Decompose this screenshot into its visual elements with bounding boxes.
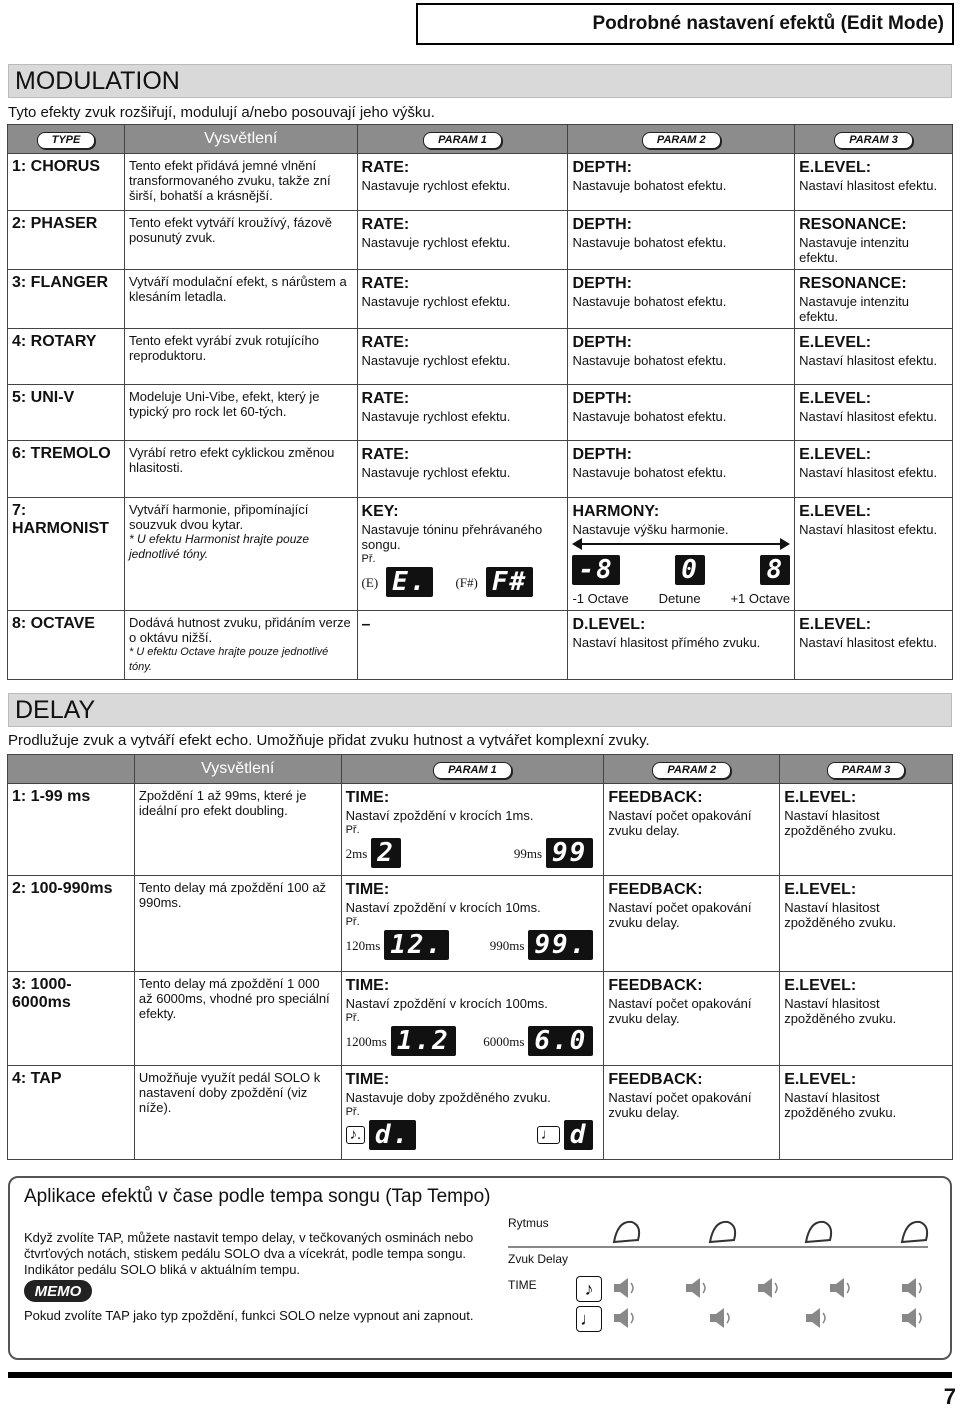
quarter-note-icon: ♩	[576, 1306, 602, 1332]
table-row	[8, 972, 953, 1066]
table-row	[8, 1066, 953, 1160]
param2-cell: D.LEVEL: Nastaví hlasitost přímého zvuku.	[568, 611, 795, 680]
param3-cell: E.LEVEL: Nastaví hlasitost efektu.	[795, 498, 953, 611]
desc-cell: Dodává hutnost zvuku, přidáním verze o oktávu nižší. * U efektu Octave hrajte pouze jednotlivé tóny.	[124, 611, 357, 680]
col-p3-header: PARAM 3	[795, 125, 953, 154]
col-p2-header: PARAM 2	[604, 755, 780, 784]
param2-cell: DEPTH: Nastavuje bohatost efektu.	[568, 270, 795, 329]
type-cell: 2: PHASER	[8, 211, 125, 270]
col-desc-header: Vysvětlení	[124, 125, 357, 154]
type-cell: 1: 1-99 ms	[8, 784, 135, 876]
page-number: 7	[943, 1384, 956, 1409]
speaker-icon	[758, 1278, 777, 1298]
param2-cell: FEEDBACK: Nastaví počet opakování zvuku delay.	[604, 1066, 780, 1160]
table-row	[8, 784, 953, 876]
param2-cell: FEEDBACK: Nastaví počet opakování zvuku delay.	[604, 876, 780, 972]
key-fs-label: (F#)	[455, 574, 478, 590]
desc-cell: Vyrábí retro efekt cyklickou změnou hlasitosti.	[124, 441, 357, 498]
type-cell: 5: UNI-V	[8, 385, 125, 441]
speaker-icon	[686, 1278, 705, 1298]
col-p3-header: PARAM 3	[780, 755, 953, 784]
led-display: d.	[369, 1120, 416, 1150]
param1-cell: TIME: Nastavuje doby zpožděného zvuku. Př. ♪. d. ♩ d	[341, 1066, 604, 1160]
type-cell: 1: CHORUS	[8, 154, 125, 211]
type-cell: 4: TAP	[8, 1066, 135, 1160]
param3-cell: RESONANCE: Nastavuje intenzitu efektu.	[795, 270, 953, 329]
table-row	[8, 270, 953, 329]
param3-cell: E.LEVEL: Nastaví hlasitost efektu.	[795, 329, 953, 385]
param1-cell: –	[357, 611, 568, 680]
speaker-icon	[806, 1308, 825, 1328]
harmony-range-arrow	[572, 537, 790, 551]
desc-cell: Vytváří modulační efekt, s nárůstem a klesáním letadla.	[124, 270, 357, 329]
led-display: d	[564, 1120, 594, 1150]
table-row	[8, 154, 953, 211]
led-display: 1.2	[391, 1026, 456, 1056]
param3-cell: E.LEVEL: Nastaví hlasitost zpožděného zvuku.	[780, 972, 953, 1066]
param2-cell: DEPTH: Nastavuje bohatost efektu.	[568, 329, 795, 385]
foot-tap-icon	[806, 1222, 831, 1242]
param3-cell: E.LEVEL: Nastaví hlasitost zpožděného zvuku.	[780, 784, 953, 876]
param3-cell: E.LEVEL: Nastaví hlasitost efektu.	[795, 441, 953, 498]
desc-cell: Tento efekt vytváří kroužívý, fázově posunutý zvuk.	[124, 211, 357, 270]
foot-tap-icon	[902, 1222, 927, 1242]
param2-cell: HARMONY: Nastavuje výšku harmonie. -8 0 8 -1 Octave Detune +1 Octave	[568, 498, 795, 611]
table-row	[8, 385, 953, 441]
time-example-label: 1200ms	[345, 1033, 387, 1049]
delay-header-row	[8, 755, 953, 784]
led-display: 99.	[528, 930, 593, 960]
dotted-eighth-note-icon: ♪	[576, 1276, 602, 1302]
param1-cell: RATE: Nastavuje rychlost efektu.	[357, 385, 568, 441]
rytmus-label: Rytmus	[508, 1216, 549, 1230]
led-display: E.	[386, 567, 433, 597]
led-display: -8	[572, 555, 619, 585]
table-row-harmonist	[8, 498, 953, 611]
param2-cell: FEEDBACK: Nastaví počet opakování zvuku delay.	[604, 784, 780, 876]
delay-title: DELAY	[15, 696, 96, 724]
arrow-left-icon	[572, 538, 582, 550]
table-row	[8, 329, 953, 385]
modulation-title: MODULATION	[15, 67, 180, 95]
delay-table	[7, 754, 953, 1160]
param2-cell: DEPTH: Nastavuje bohatost efektu.	[568, 154, 795, 211]
time-example-label: 2ms	[345, 845, 368, 861]
speaker-icon	[902, 1308, 921, 1328]
table-row	[8, 441, 953, 498]
harmony-label: Detune	[658, 591, 701, 606]
type-cell: 3: 1000-6000ms	[8, 972, 135, 1066]
param2-cell: DEPTH: Nastavuje bohatost efektu.	[568, 441, 795, 498]
harmony-label: +1 Octave	[730, 591, 791, 606]
modulation-title-bar	[8, 64, 952, 98]
led-display: 2	[371, 838, 401, 868]
foot-tap-icon	[614, 1222, 639, 1242]
param1-cell: RATE: Nastavuje rychlost efektu.	[357, 211, 568, 270]
param1-cell: TIME: Nastaví zpoždění v krocích 1ms. Př. 2ms 2 99ms 99	[341, 784, 604, 876]
time-example-label: 6000ms	[483, 1033, 525, 1049]
col-p1-header: PARAM 1	[341, 755, 604, 784]
key-e-label: (E)	[361, 574, 379, 590]
col-type-header: TYPE	[8, 125, 125, 154]
param1-cell: KEY: Nastavuje tóninu přehrávaného songu. Př. (E) E. (F#) F#	[357, 498, 568, 611]
param3-cell: E.LEVEL: Nastaví hlasitost zpožděného zvuku.	[780, 876, 953, 972]
speaker-icon-grid	[612, 1276, 942, 1332]
harmony-label: -1 Octave	[572, 591, 629, 606]
table-row	[8, 876, 953, 972]
modulation-table	[7, 124, 953, 680]
param2-cell: FEEDBACK: Nastaví počet opakování zvuku delay.	[604, 972, 780, 1066]
delay-title-bar	[8, 693, 952, 727]
param3-cell: RESONANCE: Nastavuje intenzitu efektu.	[795, 211, 953, 270]
quarter-note-icon: ♩	[537, 1126, 560, 1144]
param1-cell: RATE: Nastavuje rychlost efektu.	[357, 441, 568, 498]
memo-title: Aplikace efektů v čase podle tempa songu (Tap Tempo)	[24, 1186, 491, 1207]
type-cell: 8: OCTAVE	[8, 611, 125, 680]
time-example-label: 99ms	[513, 845, 543, 861]
arrow-right-icon	[780, 538, 790, 550]
speaker-icon	[614, 1308, 633, 1328]
modulation-intro: Tyto efekty zvuk rozšiřují, modulují a/nebo posouvají jeho výšku.	[8, 104, 435, 121]
param1-cell: TIME: Nastaví zpoždění v krocích 10ms. Př. 120ms 12. 990ms 99.	[341, 876, 604, 972]
param3-cell: E.LEVEL: Nastaví hlasitost efektu.	[795, 611, 953, 680]
param3-cell: E.LEVEL: Nastaví hlasitost efektu.	[795, 385, 953, 441]
param3-cell: E.LEVEL: Nastaví hlasitost efektu.	[795, 154, 953, 211]
col-p2-header: PARAM 2	[568, 125, 795, 154]
tap-foot-row	[608, 1212, 938, 1248]
table-row-octave	[8, 611, 953, 680]
time-example-label: 990ms	[489, 937, 525, 953]
table-row	[8, 211, 953, 270]
col-p1-header: PARAM 1	[357, 125, 568, 154]
memo-note: Pokud zvolíte TAP jako typ zpoždění, funkci SOLO nelze vypnout ani zapnout.	[24, 1308, 474, 1323]
zvuk-delay-label: Zvuk Delay	[508, 1252, 569, 1266]
time-example-label: 120ms	[345, 937, 381, 953]
desc-cell: Tento delay má zpoždění 100 až 990ms.	[134, 876, 341, 972]
memo-badge: MEMO	[24, 1280, 92, 1302]
led-display: 12.	[384, 930, 449, 960]
type-cell: 6: TREMOLO	[8, 441, 125, 498]
param1-cell: RATE: Nastavuje rychlost efektu.	[357, 154, 568, 211]
led-display: 0	[675, 555, 705, 585]
param2-cell: DEPTH: Nastavuje bohatost efektu.	[568, 211, 795, 270]
type-cell: 2: 100-990ms	[8, 876, 135, 972]
desc-cell: Tento delay má zpoždění 1 000 až 6000ms, vhodné pro speciální efekty.	[134, 972, 341, 1066]
desc-cell: Zpoždění 1 až 99ms, které je ideální pro efekt doubling.	[134, 784, 341, 876]
speaker-icon	[614, 1278, 633, 1298]
desc-cell: Modeluje Uni-Vibe, efekt, který je typický pro rock let 60-tých.	[124, 385, 357, 441]
param2-cell: DEPTH: Nastavuje bohatost efektu.	[568, 385, 795, 441]
type-cell: 3: FLANGER	[8, 270, 125, 329]
desc-cell: Tento efekt vyrábí zvuk rotujícího reproduktoru.	[124, 329, 357, 385]
col-type-header	[8, 755, 135, 784]
param1-cell: TIME: Nastaví zpoždění v krocích 100ms. Př. 1200ms 1.2 6000ms 6.0	[341, 972, 604, 1066]
header-title: Podrobné nastavení efektů (Edit Mode)	[592, 13, 944, 34]
led-display: F#	[486, 567, 533, 597]
modulation-header-row	[8, 125, 953, 154]
desc-cell: Vytváří harmonie, připomínající souzvuk dvou kytar. * U efektu Harmonist hrajte pouze jednotlivé tóny.	[124, 498, 357, 611]
time-label: TIME	[508, 1278, 537, 1292]
foot-tap-icon	[710, 1222, 735, 1242]
type-cell: 4: ROTARY	[8, 329, 125, 385]
desc-cell: Umožňuje využít pedál SOLO k nastavení doby zpoždění (viz níže).	[134, 1066, 341, 1160]
led-display: 8	[760, 555, 790, 585]
footer-rule	[8, 1372, 952, 1378]
param1-cell: RATE: Nastavuje rychlost efektu.	[357, 270, 568, 329]
param3-cell: E.LEVEL: Nastaví hlasitost zpožděného zvuku.	[780, 1066, 953, 1160]
header-title-box	[416, 3, 954, 45]
led-display: 6.0	[528, 1026, 593, 1056]
col-desc-header: Vysvětlení	[134, 755, 341, 784]
desc-cell: Tento efekt přidává jemné vlnění transformovaného zvuku, takže zní širší, bohatší a krásnější.	[124, 154, 357, 211]
delay-intro: Prodlužuje zvuk a vytváří efekt echo. Umožňuje přidat zvuku hutnost a vytvářet komplexní zvuky.	[8, 732, 650, 749]
led-display: 99	[546, 838, 593, 868]
speaker-icon	[830, 1278, 849, 1298]
dotted-eighth-note-icon: ♪.	[346, 1126, 365, 1144]
speaker-icon	[902, 1278, 921, 1298]
speaker-icon	[710, 1308, 729, 1328]
memo-text: Když zvolíte TAP, můžete nastavit tempo delay, v tečkovaných osminách nebo čtvrťových notách, stiskem pedálu SOLO dva a vícekrát, podle tempa songu. Indikátor pedálu SOLO bliká v aktuálním tempu.	[24, 1230, 474, 1277]
type-cell: 7: HARMONIST	[8, 498, 125, 611]
param1-cell: RATE: Nastavuje rychlost efektu.	[357, 329, 568, 385]
